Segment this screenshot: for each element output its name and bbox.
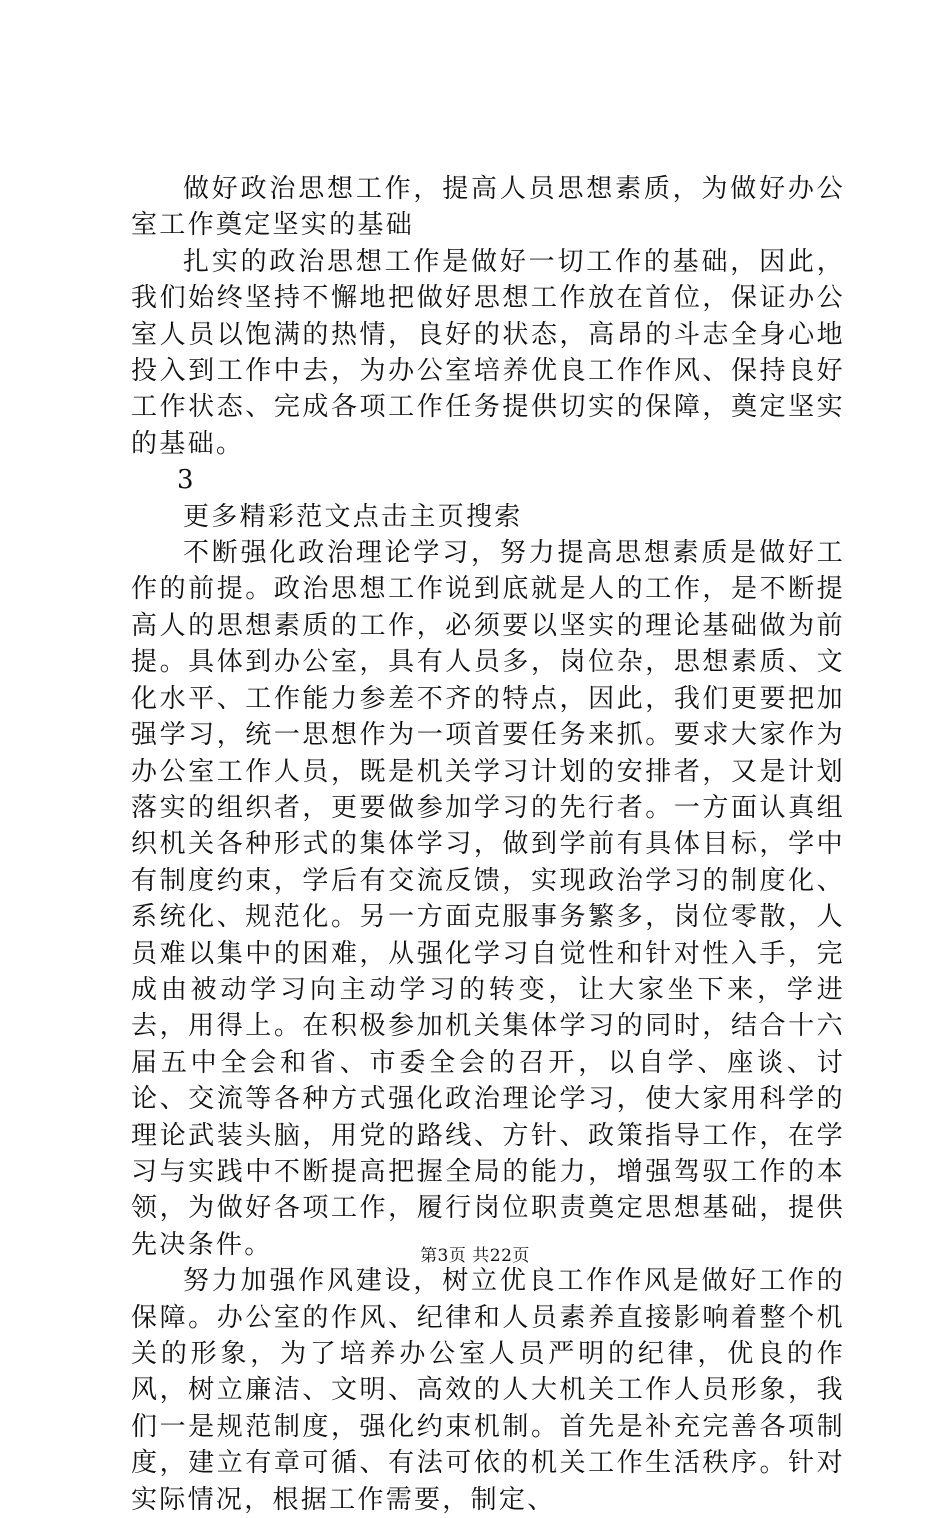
- paragraph-body: 努力加强作风建设，树立优良工作作风是做好工作的保障。办公室的作风、纪律和人员素养直接影响着整个机关的形象，为了培养办公室人员严明的纪律，优良的作风，树立廉洁、文明、高效的人大机关工作人员形象，我们一是规范制度，强化约束机制。首先是补充完善各项制度，建立有章可循、有法可依的机关工作生活秩序。针对实际情况，根据工作需要，制定、: [131, 1266, 845, 1515]
- document-body: [131, 171, 845, 1518]
- promo-line: 更多精彩范文点击主页搜索: [183, 501, 523, 532]
- paragraph-body: 扎实的政治思想工作是做好一切工作的基础，因此，我们始终坚持不懈地把做好思想工作放在首位，保证办公室人员以饱满的热情，良好的状态，高昂的斗志全身心地投入到工作中去，为办公室培养优良工作作风、保持良好工作状态、完成各项工作任务提供切实的保障，奠定坚实的基础。: [131, 246, 845, 459]
- section-number: 3: [177, 465, 196, 496]
- paragraph-heading: 做好政治思想工作，提高人员思想素质，为做好办公室工作奠定坚实的基础: [131, 174, 845, 241]
- paragraph-body: 不断强化政治理论学习，努力提高思想素质是做好工作的前提。政治思想工作说到底就是人的工作，是不断提高人的思想素质的工作，必须要以坚实的理论基础做为前提。具体到办公室，具有人员多，岗位杂，思想素质、文化水平、工作能力参差不齐的特点，因此，我们更要把加强学习，统一思想作为一项首要任务来抓。要求大家作为办公室工作人员，既是机关学习计划的安排者，又是计划落实的组织者，更要做参加学习的先行者。一方面认真组织机关各种形式的集体学习，做到学前有具体目标，学中有制度约束，学后有交流反馈，实现政治学习的制度化、系统化、规范化。另一方面克服事务繁多，岗位零散，人员难以集中的困难，从强化学习自觉性和针对性入手，完成由被动学习向主动学习的转变，让大家坐下来，学进去，用得上。在积极参加机关集体学习的同时，结合十六届五中全会和省、市委全会的召开，以自学、座谈、讨论、交流等各种方式强化政治理论学习，使大家用科学的理论武装头脑，用党的路线、方针、政策指导工作，在学习与实践中不断提高把握全局的能力，增强驾驭工作的本领，为做好各项工作，履行岗位职责奠定思想基础，提供先决条件。: [131, 538, 845, 1260]
- page-footer: 第3页 共22页: [420, 1246, 530, 1266]
